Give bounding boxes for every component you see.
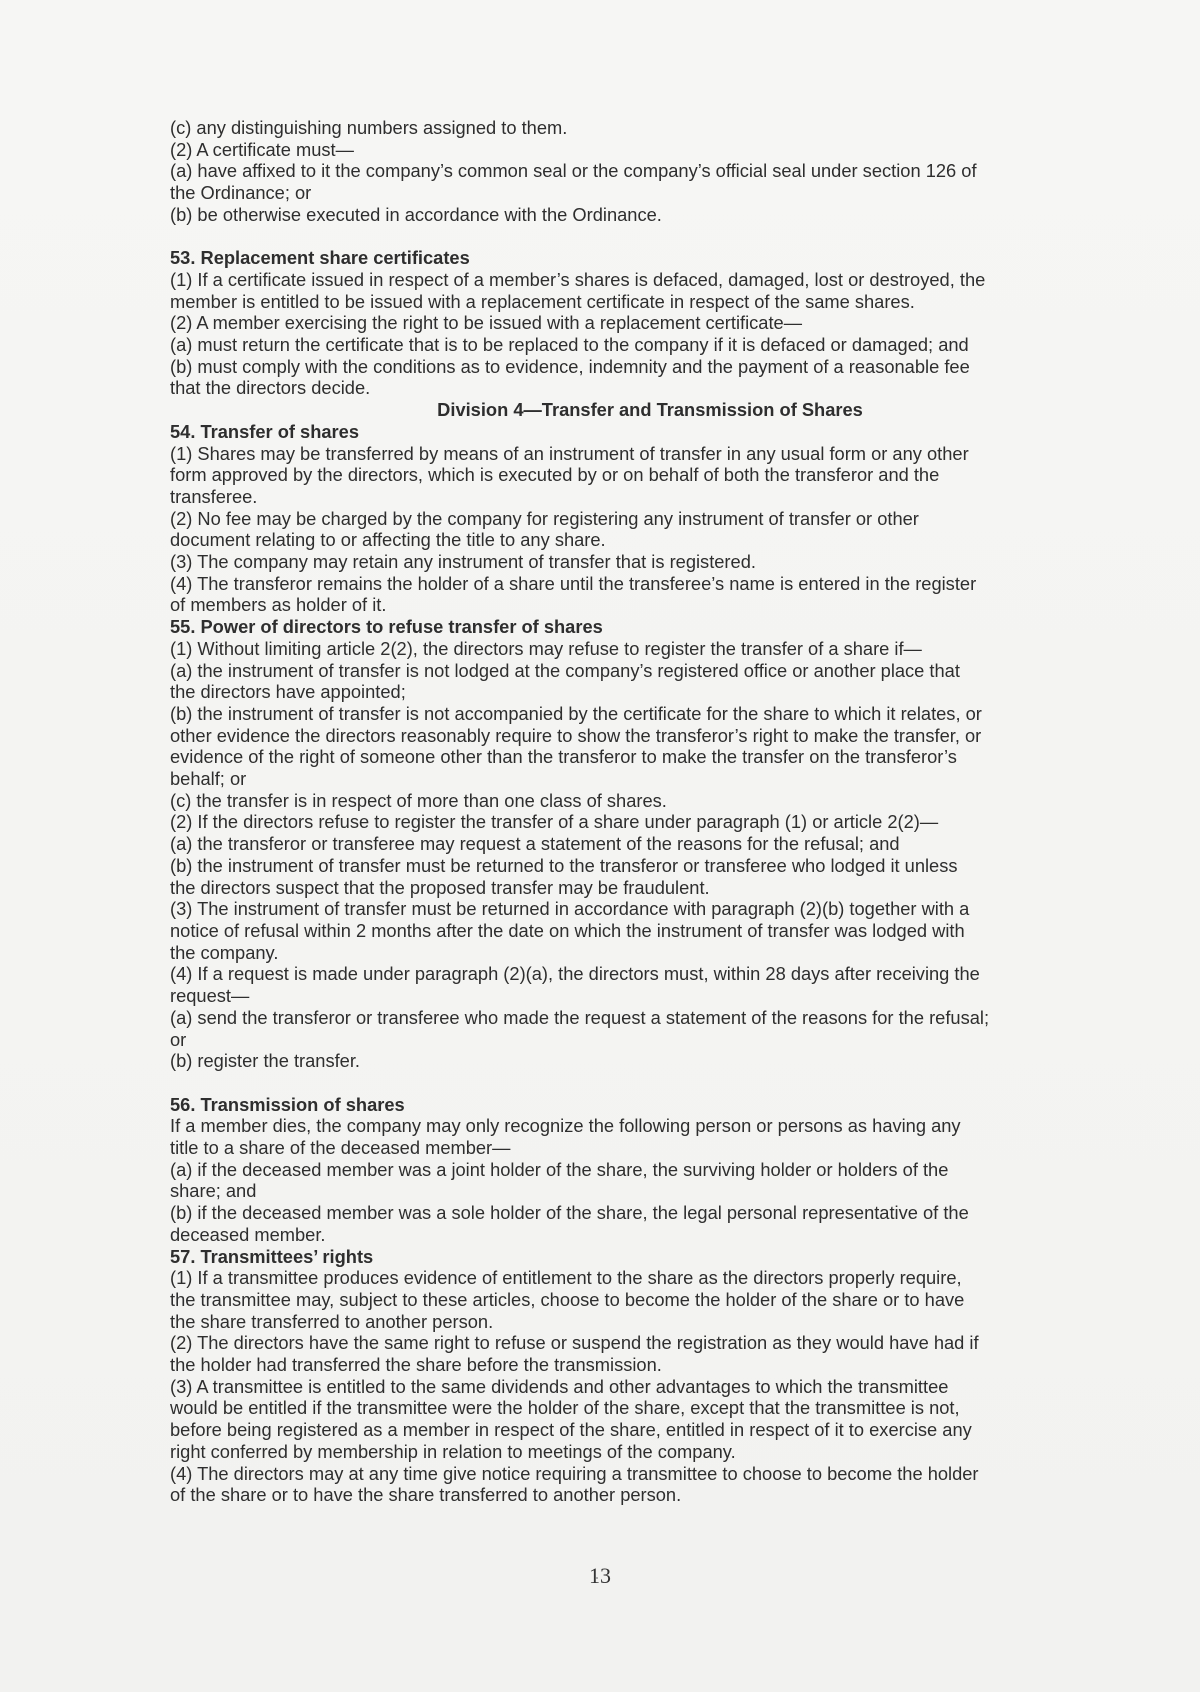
text-line: document relating to or affecting the title to any share. xyxy=(170,529,606,551)
text-line: other evidence the directors reasonably require to show the transferor’s right to make the transfer, or xyxy=(170,724,982,746)
text-line: If a member dies, the company may only recognize the following person or persons as having any xyxy=(170,1115,961,1137)
text-line: (a) if the deceased member was a joint holder of the share, the surviving holder or holders of the xyxy=(170,1158,949,1180)
text-line: (2) A certificate must— xyxy=(170,138,354,160)
text-line: the holder had transferred the share before the transmission. xyxy=(170,1354,662,1376)
section-heading: 54. Transfer of shares xyxy=(170,420,359,442)
page-number: 13 xyxy=(589,1563,611,1588)
text-line: (a) the instrument of transfer is not lodged at the company’s registered office or another place that xyxy=(170,659,960,681)
text-line: (b) register the transfer. xyxy=(170,1050,360,1072)
text-line: notice of refusal within 2 months after the date on which the instrument of transfer was lodged with xyxy=(170,920,965,941)
text-line: (1) Shares may be transferred by means of an instrument of transfer in any usual form or any other xyxy=(170,442,969,464)
text-line: (c) any distinguishing numbers assigned to them. xyxy=(170,117,568,138)
text-line: (a) have affixed to it the company’s common seal or the company’s official seal under section 126 of xyxy=(170,160,977,182)
text-line: share; and xyxy=(170,1180,257,1202)
text-line: behalf; or xyxy=(170,768,247,790)
text-line: of the share or to have the share transferred to another person. xyxy=(170,1484,682,1506)
text-line: transferee. xyxy=(170,485,258,507)
text-line: (2) If the directors refuse to register the transfer of a share under paragraph (1) or article 2(2)— xyxy=(170,811,939,833)
section-heading: 56. Transmission of shares xyxy=(170,1093,405,1115)
text-line: (3) The instrument of transfer must be returned in accordance with paragraph (2)(b) together with a xyxy=(170,898,970,920)
text-line: that the directors decide. xyxy=(170,377,371,399)
text-line: or xyxy=(170,1028,187,1050)
text-line: deceased member. xyxy=(170,1223,326,1245)
text-line: evidence of the right of someone other than the transferor to make the transfer on the transferor’s xyxy=(170,746,957,768)
text-line: right conferred by membership in relation to meetings of the company. xyxy=(170,1440,736,1462)
paragraph-gap xyxy=(170,1072,1130,1094)
text-line: the share transferred to another person. xyxy=(170,1310,494,1332)
section-heading: 55. Power of directors to refuse transfer of shares xyxy=(170,616,603,638)
text-line: would be entitled if the transmittee were the holder of the share, except that the transmittee is not, xyxy=(170,1397,960,1419)
text-line: before being registered as a member in respect of the share, entitled in respect of it to exercise any xyxy=(170,1419,972,1441)
text-line: (b) the instrument of transfer is not accompanied by the certificate for the share to which it relates, or xyxy=(170,702,982,724)
text-line: (2) No fee may be charged by the company for registering any instrument of transfer or other xyxy=(170,507,919,529)
text-line: of members as holder of it. xyxy=(170,594,387,616)
text-line: (2) A member exercising the right to be issued with a replacement certificate— xyxy=(170,312,803,334)
section-heading: 53. Replacement share certificates xyxy=(170,247,470,269)
document-body xyxy=(170,117,1130,1506)
text-line: (4) The directors may at any time give notice requiring a transmittee to choose to become the holder xyxy=(170,1462,979,1484)
text-line: (b) if the deceased member was a sole holder of the share, the legal personal representative of the xyxy=(170,1202,969,1224)
text-line: (2) The directors have the same right to refuse or suspend the registration as they would have had if xyxy=(170,1332,979,1354)
text-line: form approved by the directors, which is executed by or on behalf of both the transferor and the xyxy=(170,464,940,486)
text-line: the transmittee may, subject to these articles, choose to become the holder of the share or to have xyxy=(170,1288,965,1310)
text-line: (3) The company may retain any instrument of transfer that is registered. xyxy=(170,551,756,573)
text-line: (a) the transferor or transferee may request a statement of the reasons for the refusal; and xyxy=(170,833,900,855)
text-line: (1) If a transmittee produces evidence of entitlement to the share as the directors properly require, xyxy=(170,1267,962,1289)
text-line: (1) If a certificate issued in respect of a member’s shares is defaced, damaged, lost or destroyed, the xyxy=(170,268,986,290)
text-line: (4) If a request is made under paragraph (2)(a), the directors must, within 28 days after receiving the xyxy=(170,963,980,985)
text-line: (c) the transfer is in respect of more than one class of shares. xyxy=(170,789,667,811)
text-line: (1) Without limiting article 2(2), the directors may refuse to register the transfer of a share if— xyxy=(170,637,922,659)
text-line: the company. xyxy=(170,941,279,963)
text-line: (a) send the transferor or transferee who made the request a statement of the reasons for the refusal; xyxy=(170,1006,990,1028)
text-line: the directors have appointed; xyxy=(170,681,406,703)
text-line: (3) A transmittee is entitled to the same dividends and other advantages to which the transmittee xyxy=(170,1375,949,1397)
text-line: (b) must comply with the conditions as to evidence, indemnity and the payment of a reasonable fee xyxy=(170,355,970,377)
text-line: member is entitled to be issued with a replacement certificate in respect of the same shares. xyxy=(170,290,915,312)
text-line: (a) must return the certificate that is to be replaced to the company if it is defaced or damaged; and xyxy=(170,334,969,356)
section-heading: 57. Transmittees’ rights xyxy=(170,1245,374,1267)
division-heading: Division 4—Transfer and Transmission of Shares xyxy=(437,399,863,421)
text-line: the directors suspect that the proposed transfer may be fraudulent. xyxy=(170,876,710,898)
text-line: the Ordinance; or xyxy=(170,182,312,204)
text-line: request— xyxy=(170,985,250,1007)
text-line: (4) The transferor remains the holder of a share until the transferee’s name is entered in the register xyxy=(170,572,977,594)
text-line: (b) be otherwise executed in accordance with the Ordinance. xyxy=(170,203,662,225)
text-line: (b) the instrument of transfer must be returned to the transferor or transferee who lodged it unless xyxy=(170,854,958,876)
text-line: title to a share of the deceased member— xyxy=(170,1137,511,1159)
paragraph-gap xyxy=(170,226,1130,248)
